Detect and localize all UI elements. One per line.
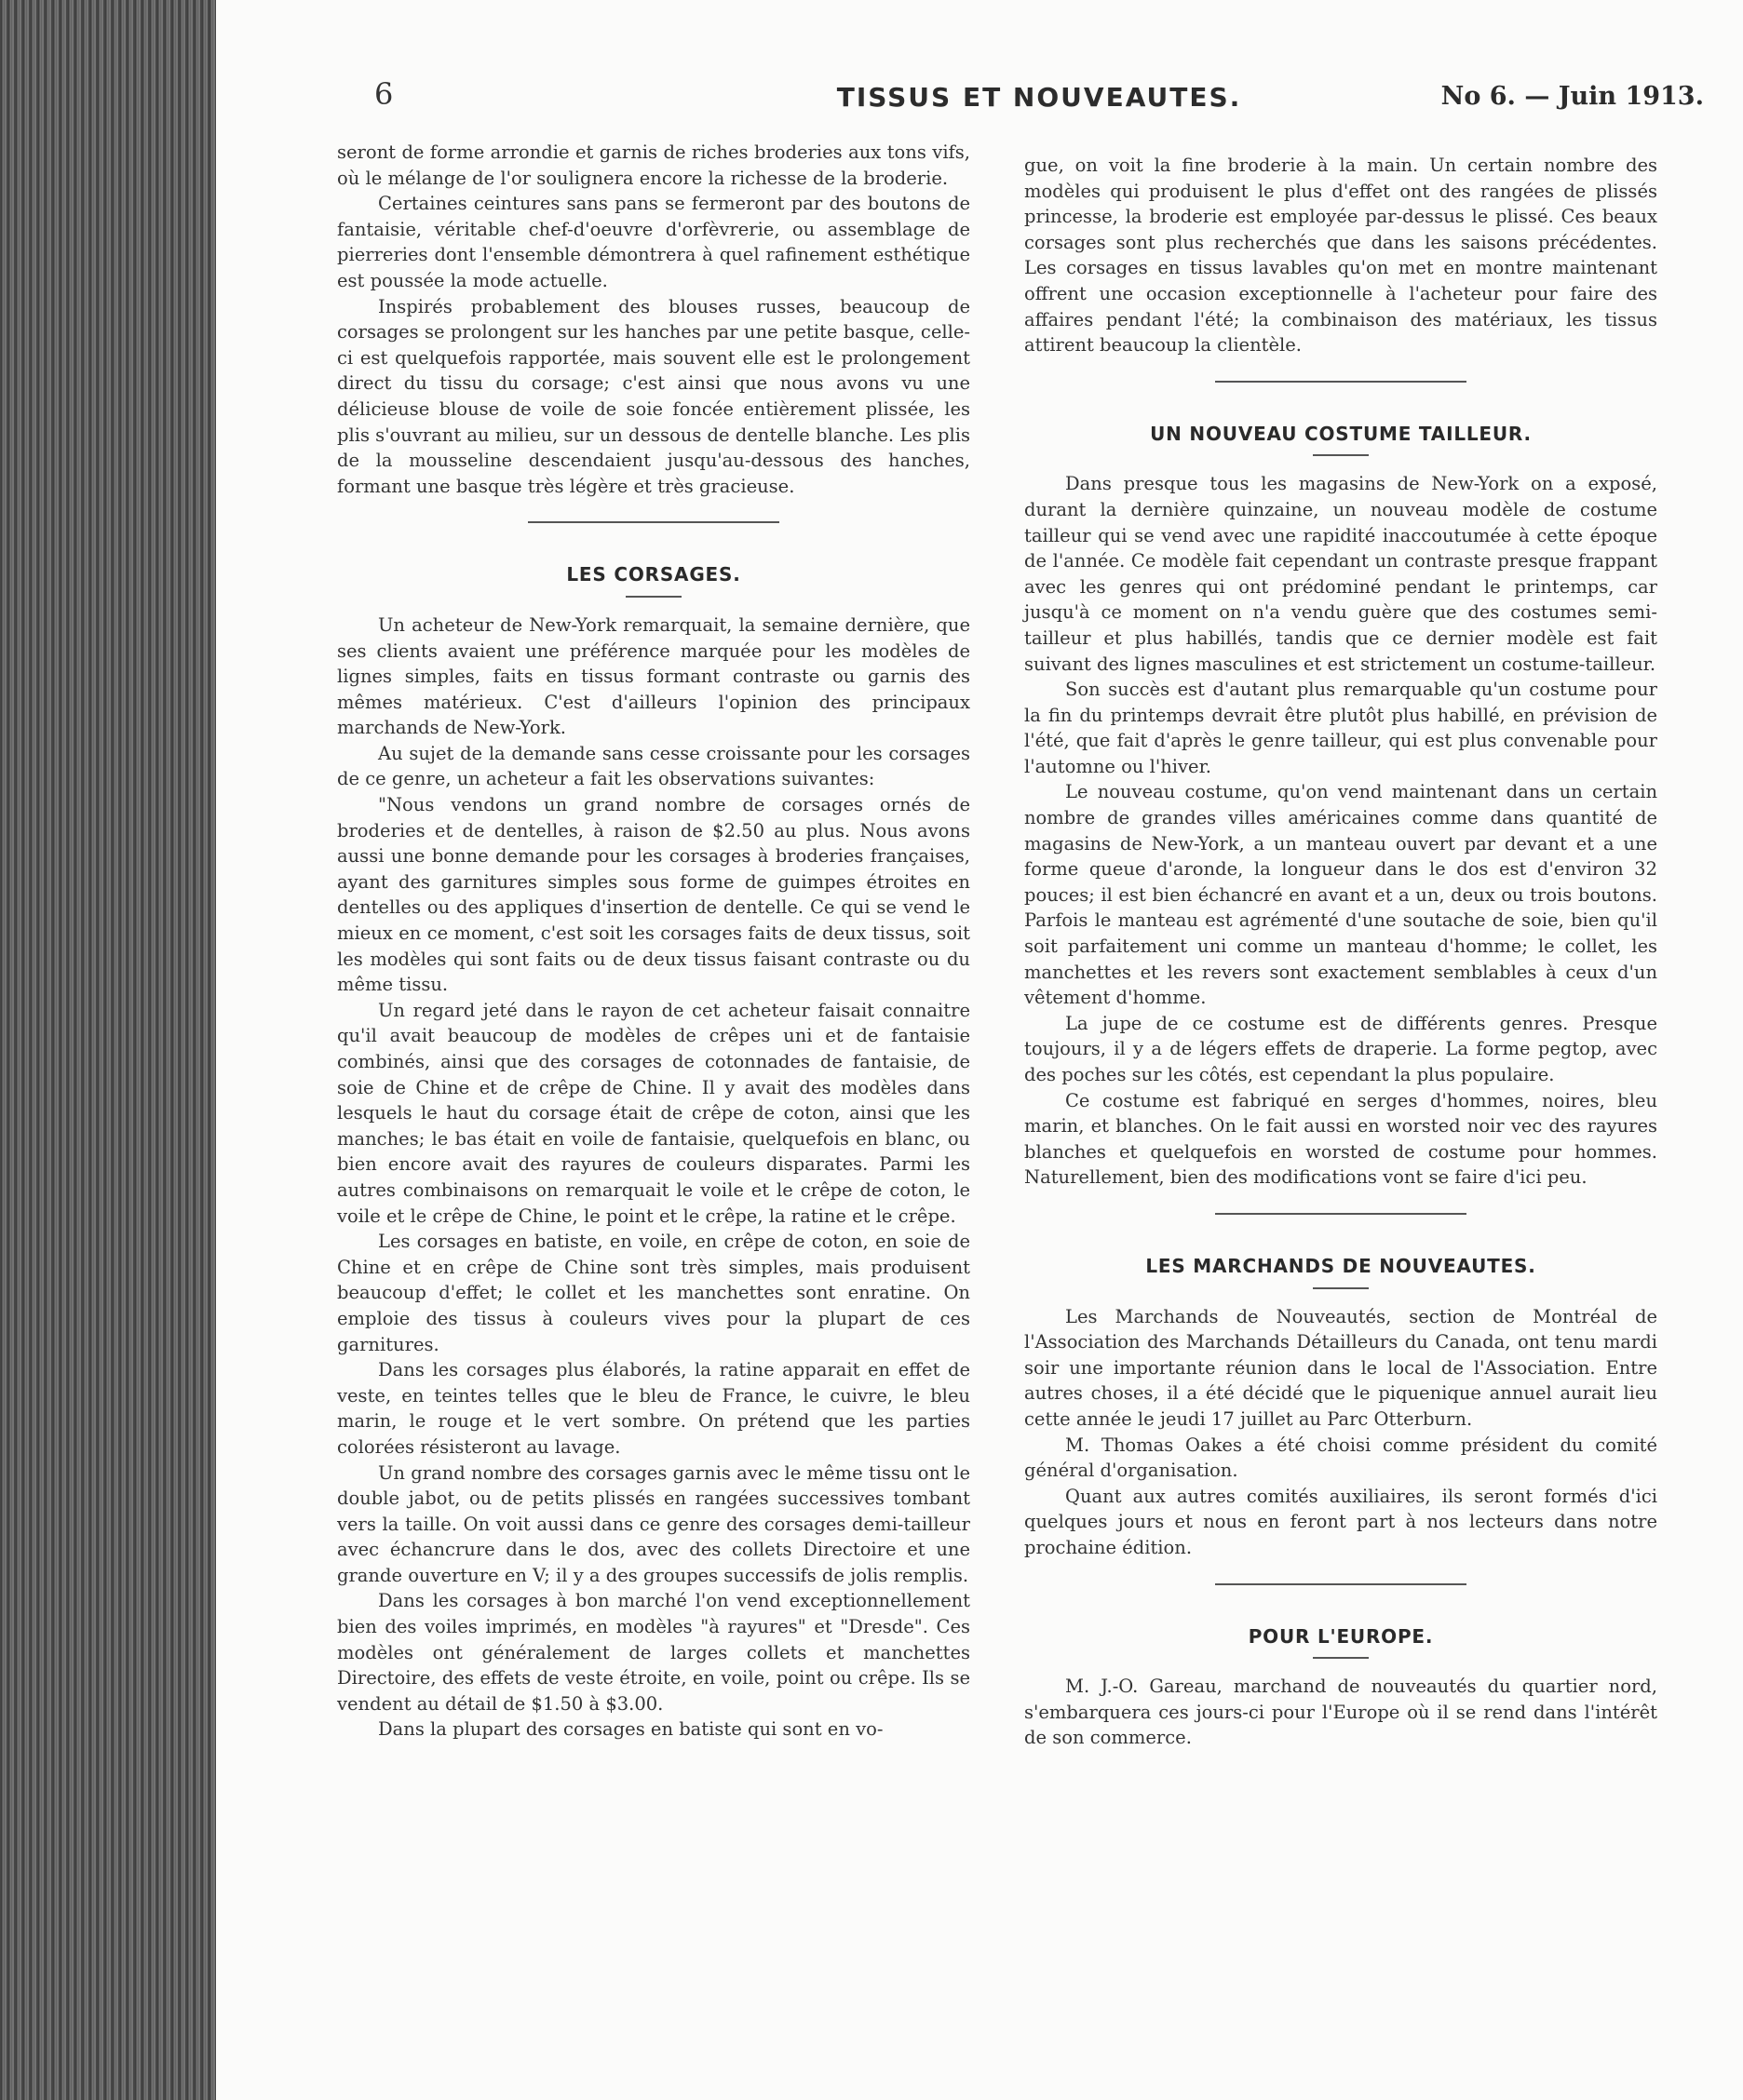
paragraph: gue, on voit la fine broderie à la main. Un certain nombre des modèles qui produisent le plus d'effet ont des rangées de plissés princesse, la broderie est employée par-dessus le plissé. Ces beaux corsages sont plus recherchés que dans les saisons précédentes. Les corsages en tissus lavables qu'on met en montre maintenant offrent une occasion exceptionnelle à l'acheteur pour faire des affaires pendant l'été; la combinaison des matériaux, les tissus attirent beaucoup la clientèle. [1024,155,1657,357]
paragraph: Dans les corsages plus élaborés, la ratine apparait en effet de veste, en teintes telles que le bleu de France, le cuivre, le bleu marin, le rouge et le vert sombre. On prétend que les parties colorées résisteront au lavage. [337,1359,970,1458]
paragraph: Dans la plupart des corsages en batiste qui sont en vo- [378,1718,884,1741]
article-marchands-de-nouveautes [1024,1254,1657,1561]
paragraph: Ce costume est fabriqué en serges d'hommes, noires, bleu marin, et blanches. On le fait aussi en worsted noir vec des rayures blanches et quelquefois en worsted de costume pour hommes. Naturellement, bien des modifications vont se faire d'ici peu. [1024,1089,1657,1189]
heading-rule [1313,454,1369,456]
section-heading: UN NOUVEAU COSTUME TAILLEUR. [1150,422,1532,445]
paragraph: seront de forme arrondie et garnis de riches broderies aux tons vifs, où le mélange de l'or soulignera encore la richesse de la broderie. [337,141,970,189]
right-column [1024,153,1657,1751]
issue-number-date: No 6. — Juin 1913. [1440,82,1704,111]
heading-rule [626,596,682,598]
book-page-edges [0,0,216,2100]
paragraph: Au sujet de la demande sans cesse croissante pour les corsages de ce genre, un acheteur a fait les observations suivantes: [337,742,970,790]
section-heading: POUR L'EUROPE. [1248,1624,1434,1648]
article-continuation [1024,153,1657,358]
paragraph: Un regard jeté dans le rayon de cet acheteur faisait connaitre qu'il avait beaucoup de modèles de crêpes uni et de fantaisie combinés, ainsi que des corsages de cotonnades de fantaisie, de soie de Chine et de crêpe de Chine. Il y avait des modèles dans lesquels le haut du corsage était de crêpe de coton, ainsi que les manches; le bas était en voile de fantaisie, quelquefois en blanc, ou bien encore avait des rayures de couleurs disparates. Parmi les autres combinaisons on remarquait le voile et le crêpe de coton, le voile et le crêpe de Chine, le point et le crêpe, la ratine et le crêpe. [337,999,970,1227]
magazine-page [216,0,1743,2100]
article-les-corsages [337,562,970,1743]
left-column [337,140,970,1743]
publication-title: TISSUS ET NOUVEAUTES. [836,82,1242,113]
paragraph: Son succès est d'autant plus remarquable qu'un costume pour la fin du printemps devrait être plutôt plus habillé, en prévision de l'été, que fait d'après le genre tailleur, qui est plus convenable pour l'automne ou l'hiver. [1024,679,1657,777]
section-divider [1215,1213,1466,1215]
paragraph: M. J.-O. Gareau, marchand de nouveautés du quartier nord, s'embarquera ces jours-ci pour l'Europe où il se rend dans l'intérêt de son commerce. [1024,1676,1657,1749]
section-divider [1215,1583,1466,1585]
page-header [374,76,1704,123]
paragraph: Certaines ceintures sans pans se fermeront par des boutons de fantaisie, véritable chef-d'oeuvre d'orfèvrerie, ou assemblage de pierreries dont l'ensemble démontrera à quel rafinement esthétique est poussée la mode actuelle. [337,193,970,291]
heading-rule [1313,1657,1369,1659]
paragraph: Le nouveau costume, qu'on vend maintenant dans un certain nombre de grandes villes américaines comme dans quantité de magasins de New-York, a un manteau ouvert par devant et a une forme queue d'aronde, la longueur dans le dos est d'environ 32 pouces; il est bien échancré en avant et a un, deux ou trois boutons. Parfois le manteau est agrémenté d'une soutache de soie, bien qu'il soit parfaitement uni comme un manteau d'homme; le collet, les manchettes et les revers sont exactement semblables à ceux d'un vêtement d'homme. [1024,781,1657,1009]
paragraph: "Nous vendons un grand nombre de corsages ornés de broderies et de dentelles, à raison de $2.50 au plus. Nous avons aussi une bonne demande pour les corsages à broderies françaises, ayant des garnitures simples sous forme de guimpes étroites en dentelles ou des appliques d'insertion de dentelle. Ce qui se vend le mieux en ce moment, c'est soit les corsages faits de deux tissus, soit les modèles qui sont faits ou de deux tissus faisant contraste ou du même tissu. [337,794,970,996]
section-divider [1215,381,1466,383]
article-continuation [337,140,970,499]
section-heading: LES CORSAGES. [566,563,741,586]
paragraph: Un grand nombre des corsages garnis avec le même tissu ont le double jabot, ou de petits plissés en rangées successives tombant vers la taille. On voit aussi dans ce genre des corsages demi-tailleur avec échancrure dans le dos, avec des collets Directoire et une grande ouverture en V; il y a des groupes successifs de jolis remplis. [337,1461,970,1586]
page-number: 6 [374,76,394,112]
section-heading: LES MARCHANDS DE NOUVEAUTES. [1145,1254,1536,1277]
paragraph: M. Thomas Oakes a été choisi comme président du comité général d'organisation. [1024,1434,1657,1482]
paragraph: Dans presque tous les magasins de New-York on a exposé, durant la dernière quinzaine, un nouveau modèle de costume tailleur qui se vend avec une rapidité inaccoutumée à cette époque de l'année. Ce modèle fait cependant un contraste presque frappant avec les genres qui ont prédominé pendant le printemps, car jusqu'à ce moment on n'a vendu guère que des costumes semi-tailleur et plus habillés, tandis que ce dernier modèle est fait suivant des lignes masculines et est strictement un costume-tailleur. [1024,473,1657,675]
paragraph: Un acheteur de New-York remarquait, la semaine dernière, que ses clients avaient une préférence marquée pour les modèles de lignes simples, faits en tissus formant contraste ou garnis des mêmes matérieux. C'est d'ailleurs l'opinion des principaux marchands de New-York. [337,613,970,739]
section-divider [528,521,779,523]
article-nouveau-costume-tailleur [1024,422,1657,1191]
heading-rule [1313,1287,1369,1289]
paragraph: Les Marchands de Nouveautés, section de Montréal de l'Association des Marchands Détailleurs du Canada, ont tenu mardi soir une importante réunion dans le local de l'Association. Entre autres choses, il a été décidé que le piquenique annuel aurait lieu cette année le jeudi 17 juillet au Parc Otterburn. [1024,1305,1657,1430]
paragraph: La jupe de ce costume est de différents genres. Presque toujours, il y a de légers effets de draperie. La forme pegtop, avec des poches sur les côtés, est cependant la plus populaire. [1024,1012,1657,1085]
paragraph: Inspirés probablement des blouses russes, beaucoup de corsages se prolongent sur les hanches par une petite basque, celle-ci est quelquefois rapportée, mais souvent elle est le prolongement direct du tissu du corsage; c'est ainsi que nous avons vu une délicieuse blouse de voile de soie foncée entièrement plissée, les plis s'ouvrant au milieu, sur un dessous de dentelle blanche. Les plis de la mousseline descendaient jusqu'au-dessous des hanches, formant une basque très légère et très gracieuse. [337,295,970,497]
article-pour-l-europe [1024,1624,1657,1751]
paragraph: Dans les corsages à bon marché l'on vend exceptionnellement bien des voiles imprimés, en modèles "à rayures" et "Dresde". Ces modèles ont généralement de larges collets et manchettes Directoire, des effets de veste étroite, en voile, point ou crêpe. Ils se vendent au détail de $1.50 à $3.00. [337,1590,970,1715]
paragraph: Les corsages en batiste, en voile, en crêpe de coton, en soie de Chine et en crêpe de Chine sont très simples, mais produisent beaucoup d'effet; le collet et les manchettes sont enratine. On emploie des tissus à couleurs vives pour la plupart de ces garnitures. [337,1231,970,1355]
paragraph: Quant aux autres comités auxiliaires, ils seront formés d'ici quelques jours et nous en feront part à nos lecteurs dans notre prochaine édition. [1024,1485,1657,1558]
